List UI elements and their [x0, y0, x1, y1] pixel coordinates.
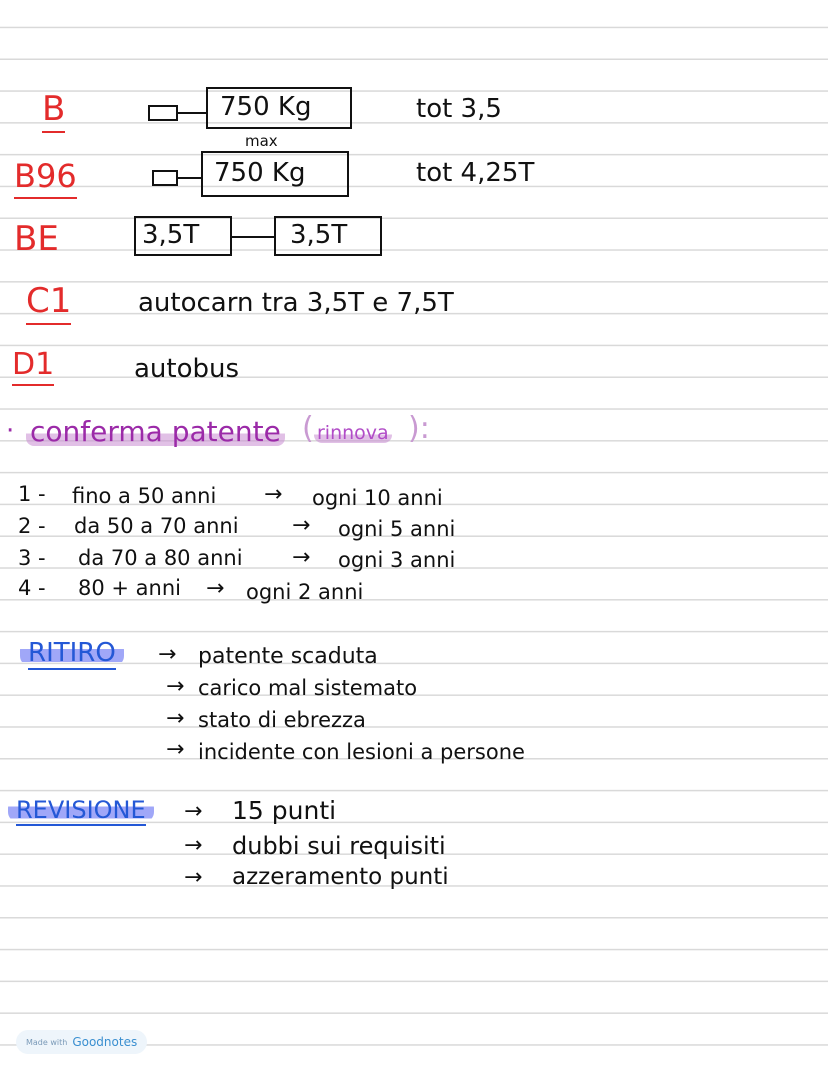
renewal-result: ogni 5 anni [338, 517, 456, 541]
ritiro-item: stato di ebrezza [198, 708, 366, 732]
arrow-icon: → [292, 513, 311, 538]
renewal-range: fino a 50 anni [72, 484, 217, 508]
renewal-number: 1 - [18, 482, 46, 506]
description-d1: autobus [134, 354, 240, 384]
hitch-line [178, 112, 206, 114]
revisione-item: 15 punti [232, 796, 337, 825]
made-with-goodnotes-badge [16, 1030, 147, 1054]
renewal-number: 2 - [18, 514, 46, 538]
arrow-icon: → [166, 737, 185, 762]
renewal-result: ogni 2 anni [246, 580, 364, 604]
paren-close: ): [408, 411, 430, 446]
made-with-label: Made with [26, 1037, 68, 1047]
arrow-icon: → [166, 706, 185, 731]
paren-open: ( [302, 411, 314, 446]
renewal-result: ogni 3 anni [338, 548, 456, 572]
ritiro-title: RITIRO [20, 640, 124, 666]
arrow-icon: → [184, 865, 203, 890]
license-code-be: BE [14, 219, 59, 259]
renewal-range: da 50 a 70 anni [74, 514, 239, 538]
license-code-b: B [42, 92, 65, 126]
weight-label-b96: 750 Kg [214, 158, 306, 188]
ritiro-item: patente scaduta [198, 644, 378, 669]
revisione-title: REVISIONE [8, 798, 154, 822]
renewal-number: 4 - [18, 576, 46, 600]
confirm-subtitle: rinnova [314, 424, 392, 443]
ritiro-item: incidente con lesioni a persone [198, 740, 525, 764]
license-code-c1: C1 [26, 284, 71, 318]
max-note: max [245, 132, 278, 150]
renewal-number: 3 - [18, 546, 46, 570]
arrow-icon: → [158, 642, 177, 667]
total-b96: tot 4,25T [416, 158, 535, 188]
arrow-icon: → [184, 799, 203, 824]
hitch-line [178, 177, 202, 179]
renewal-result: ogni 10 anni [312, 486, 443, 510]
renewal-range: 80 + anni [78, 576, 181, 600]
trailer-hitch-icon [148, 105, 178, 121]
total-b: tot 3,5 [416, 94, 502, 124]
arrow-icon: → [264, 482, 283, 507]
hitch-line [232, 236, 274, 238]
arrow-icon: → [184, 833, 203, 858]
confirm-bullet: · [6, 416, 15, 446]
license-code-b96: B96 [14, 160, 77, 192]
arrow-icon: → [292, 545, 311, 570]
trailer-weight-be: 3,5T [290, 220, 348, 250]
description-c1: autocarn tra 3,5T e 7,5T [138, 288, 454, 318]
trailer-hitch-icon [152, 170, 178, 186]
vehicle-weight-be: 3,5T [142, 220, 200, 250]
arrow-icon: → [206, 576, 225, 601]
goodnotes-logo: Goodnotes [72, 1035, 138, 1049]
confirm-title: conferma patente [26, 418, 285, 446]
ritiro-item: carico mal sistemato [198, 676, 418, 700]
revisione-item: azzeramento punti [232, 864, 449, 890]
revisione-item: dubbi sui requisiti [232, 832, 446, 860]
license-code-d1: D1 [12, 350, 54, 380]
renewal-range: da 70 a 80 anni [78, 546, 243, 570]
arrow-icon: → [166, 674, 185, 699]
weight-label-b: 750 Kg [220, 92, 312, 122]
